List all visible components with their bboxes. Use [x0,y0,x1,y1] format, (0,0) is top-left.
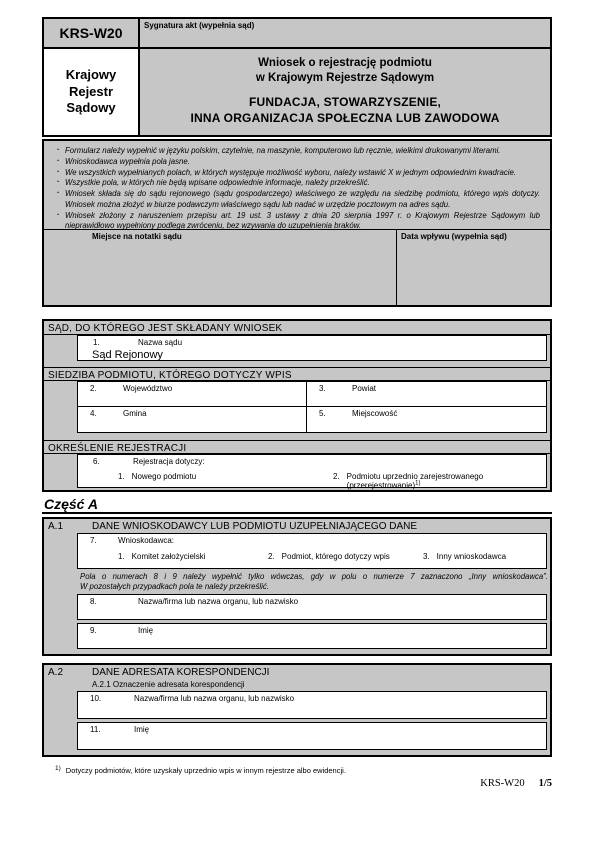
form-code: KRS-W20 [44,19,140,49]
field-label: Nazwa/firma lub nazwa organu, lub nazwisko [138,597,299,607]
field-number: 3. [319,384,326,393]
option-number: 2. [333,471,340,481]
instruction-item: · We wszystkich wypełnianych polach, w których występuje możliwość wyboru, należy wstawić X w jednym odpowiednim kwadracie. [56,168,540,179]
court-notes-area [44,230,397,305]
section-header-a1 [44,519,550,533]
option-label: Komitet założycielski [131,551,206,561]
field-label: Miejscowość [352,409,398,418]
instruction-item: · Wniosek składa się do sądu rejonowego (sądu gospodarczego) właściwego ze względu na siedzibę podmiotu, którego wpis dotyczy. Wniosek można złożyć w biurze podawczym właściwego sądu lub nadać w urzędzie pocztowym na adres sądu. [56,189,540,211]
field-label: Rejestracja dotyczy: [133,457,205,466]
option-label: Nowego podmiotu [131,471,197,481]
section-subheader-a21: A.2.1 Oznaczenie adresata korespondencji [92,680,245,690]
option-previously-registered[interactable] [333,472,483,490]
section-a2-box [42,663,552,757]
option-podmiot-ktorego-dotyczy-wpis[interactable] [268,552,423,561]
option-label: Podmiot, którego dotyczy wpis [281,551,390,561]
field-label: Imię [138,626,154,636]
field-number: 4. [90,409,97,418]
field-1-nazwa-sadu[interactable] [77,335,547,361]
instruction-item: · Formularz należy wypełnić w języku polskim, czytelnie, na maszynie, komputerowo lub ręcznie, wielkimi drukowanymi literami. [56,146,540,157]
footnote-text: Dotyczy podmiotów, które uzyskały uprzednio wpis w innym rejestrze albo ewidencji. [65,766,346,776]
section-id: A.1 [48,521,64,532]
instructions-list [44,141,550,229]
field-number: 2. [90,384,97,393]
field-number: 5. [319,409,326,418]
section-a1-box [42,517,552,656]
footnote-marker: 1) [55,764,61,772]
field-1-value[interactable]: Sąd Rejonowy [92,348,163,361]
option-label: Podmiotu uprzednio zarejestrowanego (przerejestrowanie)$^{1)}$ [346,471,484,490]
field-number: 9. [90,626,97,636]
section-title: DANE WNIOSKODAWCY LUB PODMIOTU UZUPEŁNIAJĄCEGO DANE [92,521,418,532]
main-sections-box [42,319,552,492]
field-label: Nazwa sądu [138,338,183,347]
field-label: Gmina [123,409,147,418]
footer-form-code: KRS-W20 [480,778,525,789]
receipt-date-area [397,230,550,305]
field-8-nazwa-firma[interactable] [77,594,547,620]
option-number: 1. [118,471,125,481]
field-number: 10. [90,694,102,704]
instructions-box [42,139,552,307]
field-label: Województwo [123,384,173,393]
section-header-seat: SIEDZIBA PODMIOTU, KTÓREGO DOTYCZY WPIS [44,367,550,381]
instruction-item: · Wszystkie pola, w których nie będą wpisane odpowiednie informacje, należy przekreślić. [56,178,540,189]
form-title-block [140,49,550,135]
form-title-line-2: w Krajowym Rejestrze Sądowym [255,72,435,85]
field-4-gmina[interactable] [78,407,307,432]
receipt-date-label: Data wpływu (wypełnia sąd) [401,232,507,241]
field-number: 6. [93,457,100,466]
signature-label: Sygnatura akt (wypełnia sąd) [144,21,255,30]
page-footer [480,778,552,789]
option-new-entity[interactable] [118,472,333,490]
footer-page-number: 1/5 [538,778,552,789]
field-label: Wnioskodawca: [118,536,175,545]
seat-fields-grid [77,381,547,433]
field-5-miejscowosc[interactable] [307,407,546,432]
field-10-nazwa-firma[interactable] [77,691,547,719]
section-id: A.2 [48,667,64,679]
field-6-rejestracja-dotyczy[interactable] [77,454,547,488]
registry-line-3: Sądowy [66,100,116,116]
option-komitet-zalozycielski[interactable] [118,552,268,561]
instruction-item: · Wnioskodawca wypełnia pola jasne. [56,157,540,168]
footnote-ref: 1) [415,479,421,486]
field-number: 7. [90,536,97,545]
option-number: 1. [118,551,125,561]
form-subtitle-line-1: FUNDACJA, STOWARZYSZENIE, [248,95,442,110]
field-label: Nazwa/firma lub nazwa organu, lub nazwisko [134,694,295,704]
section-header-a2 [44,665,550,679]
form-header-box [42,17,552,137]
field-label: Imię [134,725,150,735]
registry-line-1: Krajowy [65,66,117,82]
option-number: 2. [268,551,275,561]
form-subtitle-line-2: INNA ORGANIZACJA SPOŁECZNA LUB ZAWODOWA [190,110,500,125]
field-9-imie[interactable] [77,623,547,649]
instruction-item: · Wniosek złożony z naruszeniem przepisu art. 19 ust. 3 ustawy z dnia 20 sierpnia 1997 r. o Krajowym Rejestrze Sądowym lub nieprawidłowo wypełniony podlega zwróceniu, bez wzywania do uzupełnienia braków. [56,211,540,233]
court-notes-label: Miejsce na notatki sądu [92,232,182,241]
section-header-court: SĄD, DO KTÓREGO JEST SKŁADANY WNIOSEK [44,321,550,335]
field-7-wnioskodawca[interactable] [77,533,547,569]
option-label: Inny wnioskodawca [436,551,507,561]
field-11-imie[interactable] [77,722,547,750]
option-inny-wnioskodawca[interactable] [423,552,506,561]
field-3-powiat[interactable] [307,382,546,407]
field-number: 11. [90,725,101,735]
part-a-heading: Część A [42,495,552,514]
footnote [55,766,552,775]
registry-name [44,49,140,135]
field-label: Powiat [352,384,377,393]
fields-8-9-note: Pola o numerach 8 i 9 należy wypełnić tylko wówczas, gdy w polu o numerze 7 zaznaczono „Inny wnioskodawca”. W pozostałych przypadkach pola te należy przekreślić. [80,572,548,592]
registry-line-2: Rejestr [68,83,114,99]
field-number: 8. [90,597,97,607]
form-title-line-1: Wniosek o rejestrację podmiotu [258,57,432,69]
field-2-wojewodztwo[interactable] [78,382,307,407]
court-notes-row [44,229,550,305]
section-title: DANE ADRESATA KORESPONDENCJI [92,667,270,679]
section-header-registration: OKREŚLENIE REJESTRACJI [44,440,550,454]
field-number: 1. [93,338,100,347]
option-number: 3. [423,551,430,561]
signature-field [140,19,550,49]
